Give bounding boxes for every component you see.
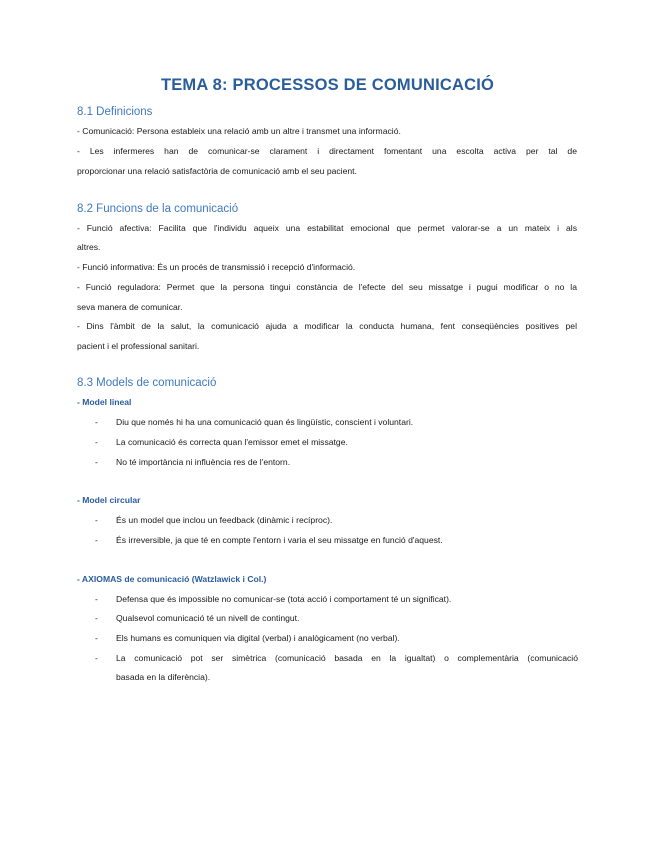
bullet-mark: -	[95, 437, 98, 447]
bullet-mark: -	[95, 594, 98, 604]
bullet-mark: -	[95, 457, 98, 467]
list-item: La comunicació és correcta quan l'emissor emet el missatge.	[116, 437, 348, 447]
page-title: TEMA 8: PROCESSOS DE COMUNICACIÓ	[160, 76, 495, 94]
paragraph-line: - Funció afectiva: Facilita que l'individu aqueix una estabilitat emocional que permet valorar-se a un mateix i als	[77, 223, 577, 233]
bullet-mark: -	[95, 417, 98, 427]
paragraph-line: - Funció informativa: És un procés de transmissió i recepció d'informació.	[77, 262, 356, 272]
section-heading-funcions: 8.2 Funcions de la comunicació	[77, 203, 239, 215]
paragraph-line: - Comunicació: Persona estableix una relació amb un altre i transmet una informació.	[77, 126, 401, 136]
list-item: No té importància ni influència res de l'entorn.	[116, 457, 291, 467]
paragraph-line: proporcionar una relació satisfactòria de comunicació amb el seu pacient.	[77, 166, 357, 176]
list-item: Diu que només hi ha una comunicació quan és lingüístic, conscient i voluntari.	[116, 417, 414, 427]
list-item: Defensa que és impossible no comunicar-se (tota acció i comportament té un significat).	[116, 594, 452, 604]
section-heading-models: 8.3 Models de comunicació	[77, 377, 217, 389]
list-item: És un model que inclou un feedback (dinàmic i recíproc).	[116, 515, 333, 525]
list-item: Els humans es comuniquen via digital (verbal) i analògicament (no verbal).	[116, 633, 400, 643]
bullet-mark: -	[95, 613, 98, 623]
bullet-mark: -	[95, 535, 98, 545]
bullet-mark: -	[95, 515, 98, 525]
bullet-mark: -	[95, 653, 98, 663]
paragraph-line: - Dins l'àmbit de la salut, la comunicació ajuda a modificar la conducta humana, fent conseqüències positives pel	[77, 321, 577, 331]
list-item: És irreversible, ja que té en compte l'entorn i varia el seu missatge en funció d'aquest.	[116, 535, 443, 545]
model-label-circular: - Model circular	[77, 495, 141, 505]
list-item: Qualsevol comunicació té un nivell de contingut.	[116, 613, 300, 623]
paragraph-line: pacient i el professional sanitari.	[77, 341, 200, 351]
list-item: La comunicació pot ser simètrica (comunicació basada en la igualtat) o complementària (comunicació	[116, 653, 578, 663]
paragraph-line: - Funció reguladora: Permet que la persona tingui constància de l'efecte del seu missatge i pugui modificar o no la	[77, 282, 577, 292]
bullet-mark: -	[95, 633, 98, 643]
paragraph-line: altres.	[77, 242, 101, 252]
section-heading-definicions: 8.1 Definicions	[77, 106, 153, 118]
model-label-axiomas: - AXIOMAS de comunicació (Watzlawick i Col.)	[77, 574, 267, 584]
paragraph-line: - Les infermeres han de comunicar-se clarament i directament fomentant una escolta activa per tal de	[77, 146, 577, 156]
model-label-lineal: - Model lineal	[77, 397, 132, 407]
list-item-continuation: basada en la diferència).	[116, 672, 211, 682]
paragraph-line: seva manera de comunicar.	[77, 302, 183, 312]
